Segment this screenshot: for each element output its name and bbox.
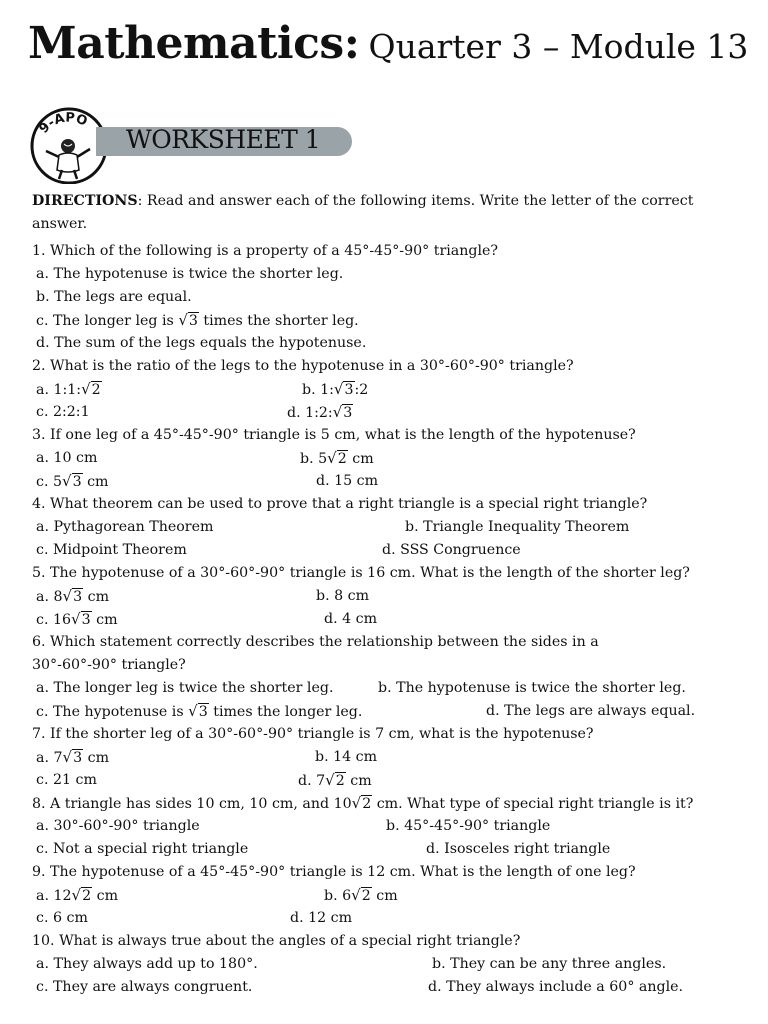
q8-option-a: a. 30°-60°-90° triangle <box>36 818 200 834</box>
q2-option-c: c. 2:2:1 <box>36 404 90 420</box>
question-5: 5. The hypotenuse of a 30°-60°-90° triangle is 16 cm. What is the length of the shorter leg? <box>32 565 690 581</box>
worksheet-content <box>32 190 742 999</box>
q1-option-c: c. The longer leg is √3 times the shorter leg. <box>32 309 742 332</box>
q2-option-a: a. 1:1:√2 <box>32 378 102 402</box>
q5-option-c: c. 16√3 cm <box>32 608 118 632</box>
q7-option-a: a. 7√3 cm <box>32 746 109 770</box>
q2-option-b: b. 1:√3:2 <box>302 378 368 402</box>
worksheet-title: WORKSHEET 1 <box>126 125 321 154</box>
q8-option-d: d. Isosceles right triangle <box>426 841 611 857</box>
q4-option-d: d. SSS Congruence <box>382 542 521 558</box>
q8-option-b: b. 45°-45°-90° triangle <box>386 818 551 834</box>
question-6-cont: 30°-60°-90° triangle? <box>32 657 186 673</box>
sqrt-symbol: √2 <box>351 886 371 904</box>
sqrt-symbol: √3 <box>71 610 91 628</box>
q8-option-c: c. Not a special right triangle <box>36 841 249 857</box>
q1-option-d: d. The sum of the legs equals the hypotenuse. <box>36 335 367 351</box>
q6-option-c: c. The hypotenuse is √3 times the longer leg. <box>32 700 362 724</box>
q4-option-a: a. Pythagorean Theorem <box>36 519 214 535</box>
q6-option-b: b. The hypotenuse is twice the shorter leg. <box>378 680 686 696</box>
q7-option-d: d. 7√2 cm <box>298 769 372 793</box>
sqrt-symbol: √3 <box>188 702 208 720</box>
directions-text: : Read and answer each of the following items. Write the letter of the correct answer. <box>32 193 694 232</box>
q6-option-d: d. The legs are always equal. <box>486 703 696 719</box>
badge-label: 9-APO <box>36 110 90 137</box>
sqrt-symbol: √2 <box>327 449 347 467</box>
sqrt-symbol: √3 <box>62 748 83 766</box>
directions <box>32 190 742 236</box>
q1-option-b: b. The legs are equal. <box>36 289 192 305</box>
q5-option-a: a. 8√3 cm <box>32 585 109 609</box>
q10-option-c: c. They are always congruent. <box>36 979 253 995</box>
q6-option-a: a. The longer leg is twice the shorter leg. <box>36 680 334 696</box>
question-8: 8. A triangle has sides 10 cm, 10 cm, and 10√2 cm. What type of special right triangle is it? <box>32 792 742 815</box>
sqrt-symbol: √3 <box>62 472 82 490</box>
q4-option-c: c. Midpoint Theorem <box>36 542 187 558</box>
q10-option-b: b. They can be any three angles. <box>432 956 667 972</box>
q9-option-a: a. 12√2 cm <box>32 884 118 908</box>
q1-option-a: a. The hypotenuse is twice the shorter leg. <box>36 266 344 282</box>
question-6: 6. Which statement correctly describes the relationship between the sides in a <box>32 634 599 650</box>
q3-option-c: c. 5√3 cm <box>32 470 109 494</box>
q9-option-d: d. 12 cm <box>290 910 353 926</box>
question-9: 9. The hypotenuse of a 45°-45°-90° triangle is 12 cm. What is the length of one leg? <box>32 864 636 880</box>
q3-option-a: a. 10 cm <box>36 450 98 466</box>
q7-option-b: b. 14 cm <box>315 749 378 765</box>
question-2: 2. What is the ratio of the legs to the hypotenuse in a 30°-60°-90° triangle? <box>32 358 574 374</box>
module-title: Quarter 3 – Module 13 <box>368 27 749 66</box>
q2-option-d: d. 1:2:√3 <box>287 401 353 425</box>
q4-option-b: b. Triangle Inequality Theorem <box>405 519 630 535</box>
directions-label: DIRECTIONS <box>32 193 138 209</box>
q5-option-d: d. 4 cm <box>324 611 378 627</box>
sqrt-symbol: √3 <box>178 311 198 329</box>
q3-option-b: b. 5√2 cm <box>300 447 374 471</box>
subject-title: Mathematics: <box>28 18 360 69</box>
question-10: 10. What is always true about the angles of a special right triangle? <box>32 933 521 949</box>
q5-option-b: b. 8 cm <box>316 588 370 604</box>
q9-option-b: b. 6√2 cm <box>324 884 398 908</box>
sqrt-symbol: √3 <box>62 587 83 605</box>
page-header <box>28 18 748 69</box>
question-1: 1. Which of the following is a property of a 45°-45°-90° triangle? <box>32 243 498 259</box>
sqrt-symbol: √2 <box>71 886 92 904</box>
sqrt-symbol: √2 <box>325 771 345 789</box>
q10-option-d: d. They always include a 60° angle. <box>428 979 684 995</box>
q3-option-d: d. 15 cm <box>316 473 379 489</box>
sqrt-symbol: √3 <box>333 380 354 398</box>
sqrt-symbol: √2 <box>351 794 372 812</box>
question-3: 3. If one leg of a 45°-45°-90° triangle is 5 cm, what is the length of the hypotenuse? <box>32 427 636 443</box>
q10-option-a: a. They always add up to 180°. <box>36 956 258 972</box>
question-4: 4. What theorem can be used to prove that a right triangle is a special right triangle? <box>32 496 648 512</box>
q7-option-c: c. 21 cm <box>36 772 97 788</box>
question-7: 7. If the shorter leg of a 30°-60°-90° triangle is 7 cm, what is the hypotenuse? <box>32 726 594 742</box>
q9-option-c: c. 6 cm <box>36 910 88 926</box>
sqrt-symbol: √3 <box>332 403 353 421</box>
sqrt-symbol: √2 <box>81 380 101 398</box>
